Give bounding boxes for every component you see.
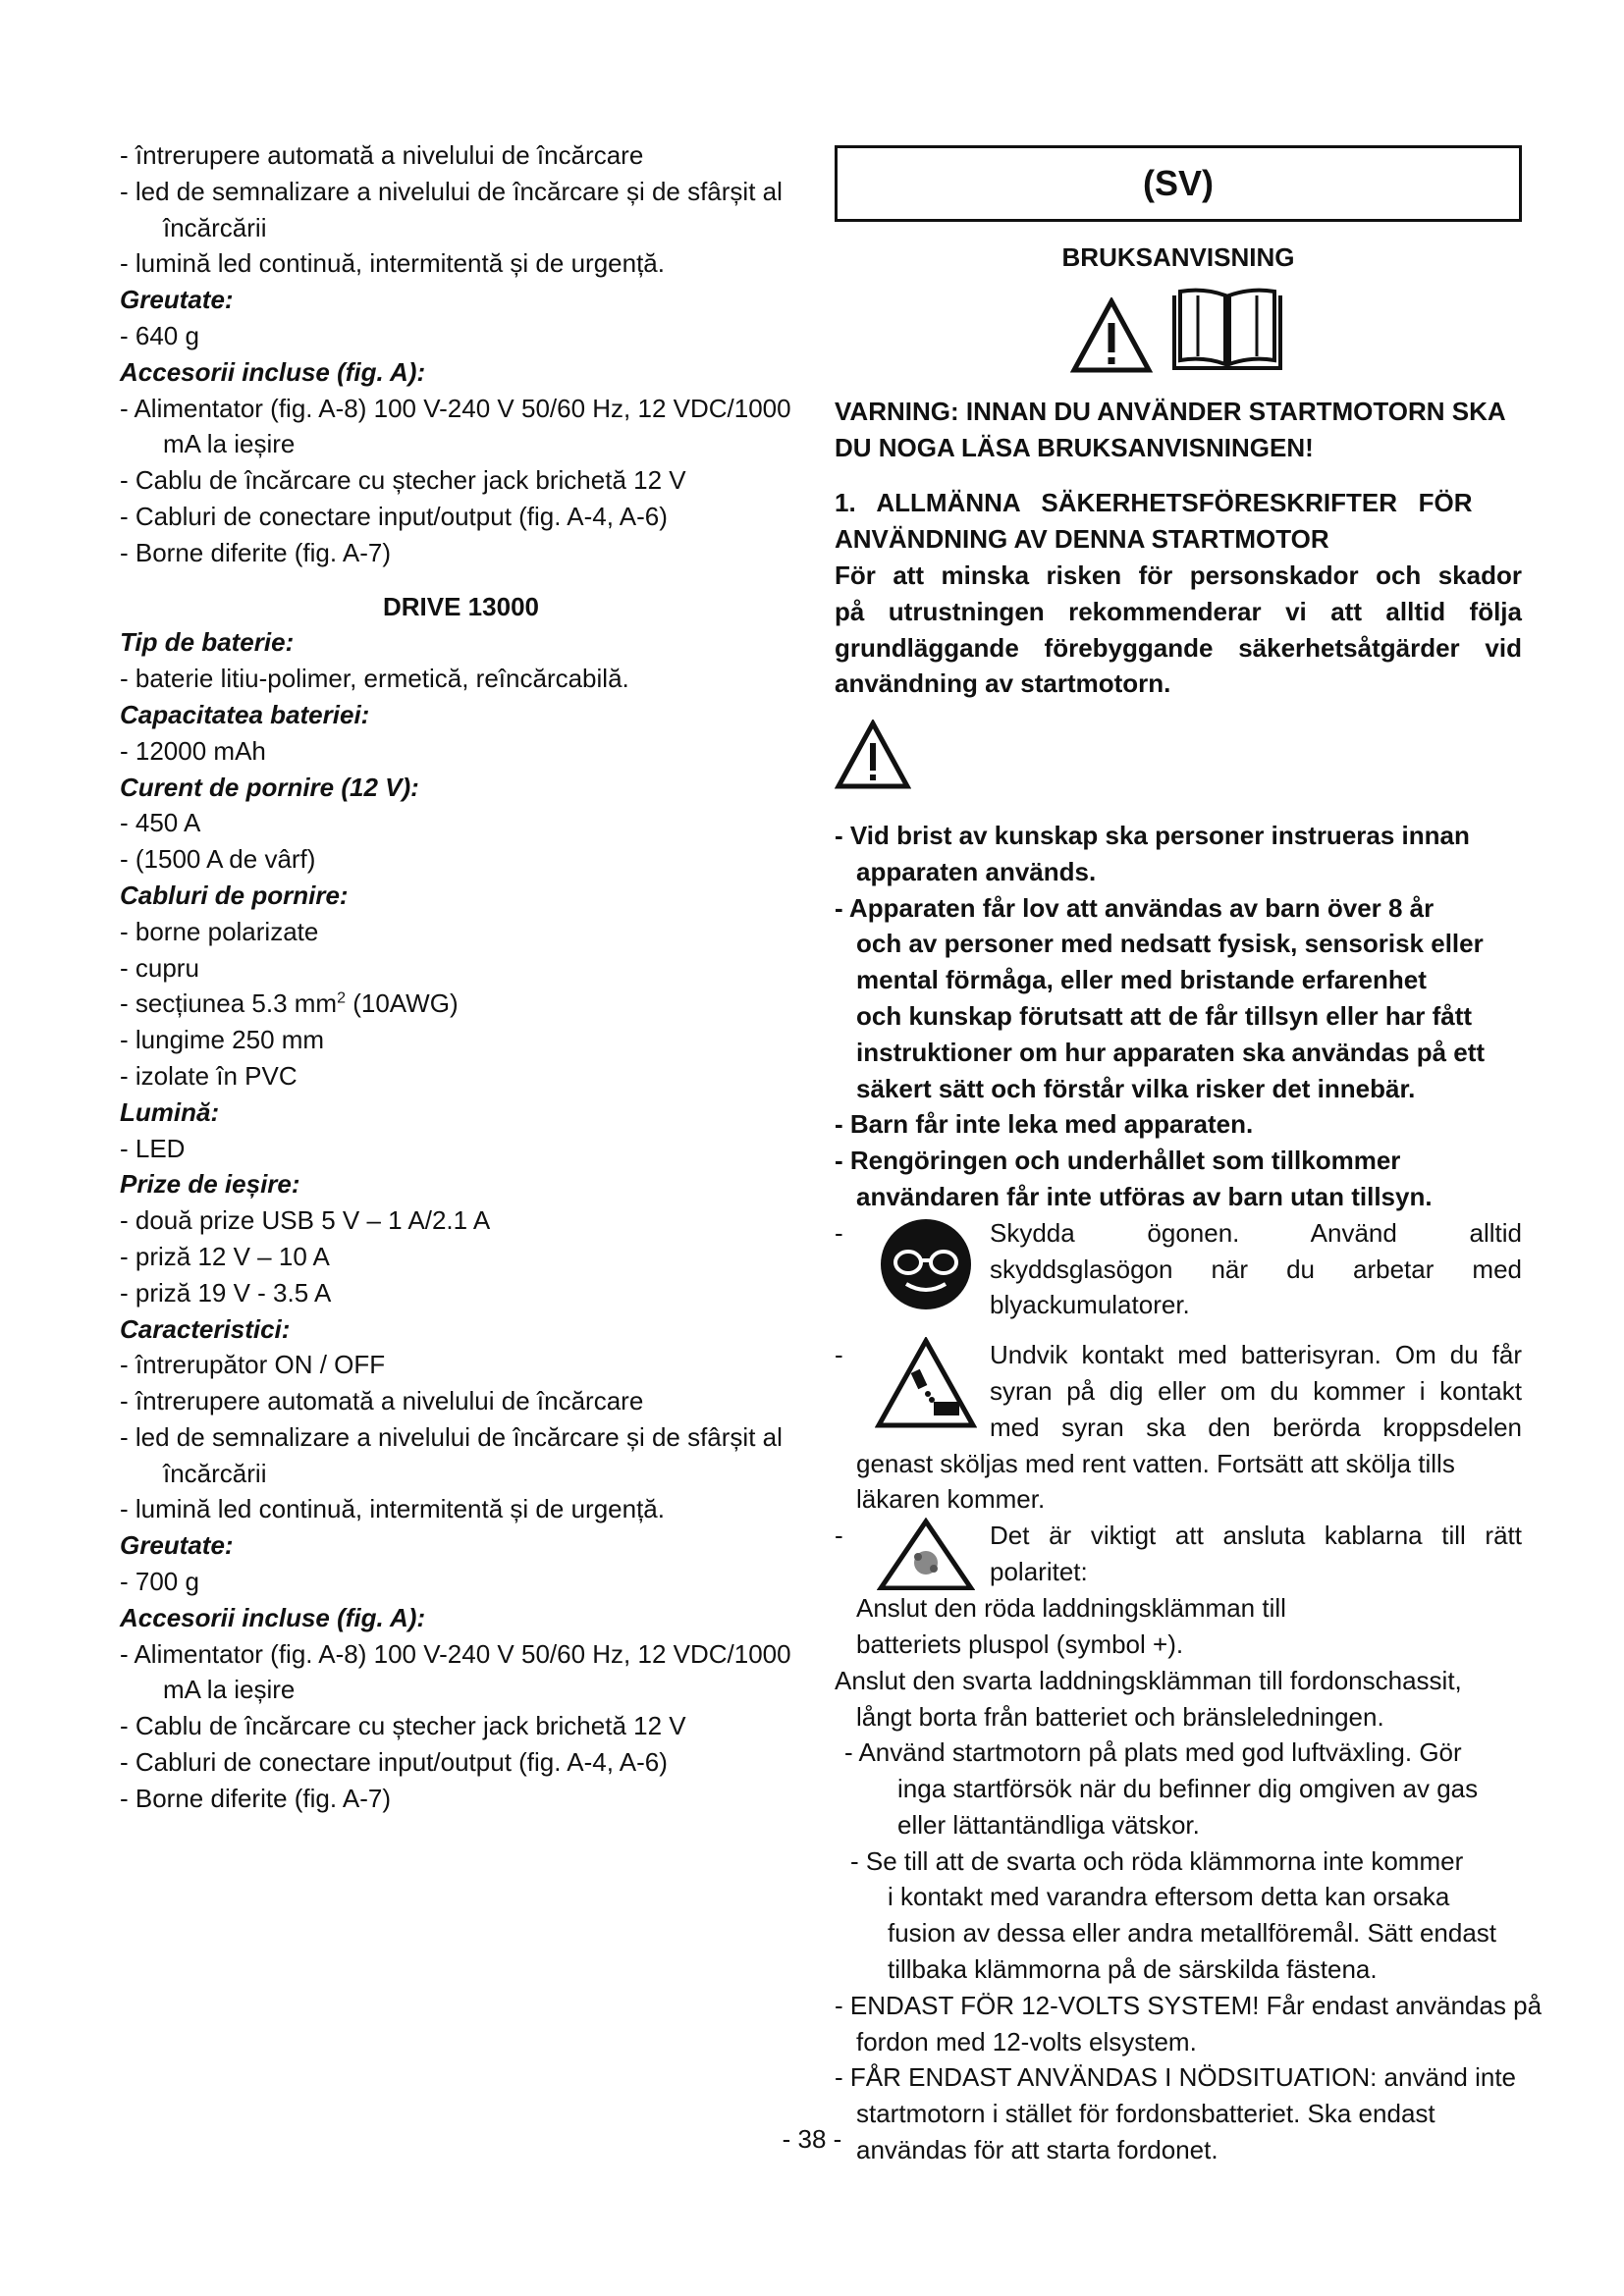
- text-line: - cupru: [120, 952, 199, 983]
- heading-features: Caracteristici:: [120, 1313, 291, 1344]
- safety-bullet: instruktioner om hur apparaten ska användas på ett: [856, 1037, 1486, 1067]
- spacer: [835, 1323, 1522, 1337]
- text-line: polaritet:: [990, 1556, 1088, 1586]
- text-line: skyddsglasögon när du arbetar med: [990, 1254, 1522, 1284]
- safety-goggles-icon: [877, 1215, 975, 1313]
- left-column: [120, 137, 802, 1817]
- text-line: läkaren kommer.: [856, 1484, 1046, 1515]
- safety-bullet: användaren får inte utföras av barn utan tillsyn.: [856, 1181, 1433, 1211]
- text-line: - întrerupător ON / OFF: [120, 1350, 386, 1380]
- warning-triangle-icon: [835, 720, 911, 790]
- picto-text: [990, 1337, 1522, 1445]
- text-line: - Se till att de svarta och röda klämmorna inte kommer: [850, 1845, 1464, 1876]
- heading-accessories: Accesorii incluse (fig. A):: [120, 356, 426, 387]
- manual-title: BRUKSANVISNING: [1061, 242, 1295, 272]
- text-line: - două prize USB 5 V – 1 A/2.1 A: [120, 1205, 491, 1236]
- text-line: - led de semnalizare a nivelului de încărcare și de sfârșit al: [120, 1421, 783, 1452]
- right-column: [835, 137, 1543, 2168]
- bullet-dash: -: [835, 1217, 843, 1248]
- safety-bullet: - Rengöringen och underhållet som tillkommer: [835, 1146, 1401, 1176]
- heading-light: Lumină:: [120, 1096, 220, 1127]
- text-line: - Använd startmotorn på plats med god luftväxling. Gör: [844, 1737, 1462, 1768]
- safety-bullet: - Barn får inte leka med apparaten.: [835, 1109, 1254, 1140]
- heading-accessories: Accesorii incluse (fig. A):: [120, 1602, 426, 1632]
- text-line: - FÅR ENDAST ANVÄNDAS I NÖDSITUATION: använd inte: [835, 2062, 1517, 2093]
- text-line: fordon med 12-volts elsystem.: [856, 2026, 1197, 2056]
- text-line: - Cabluri de conectare input/output (fig. A-4, A-6): [120, 1747, 668, 1778]
- picto-text: [990, 1518, 1522, 1590]
- text-line: - ENDAST FÖR 12-VOLTS SYSTEM! Får endast användas på: [835, 1990, 1543, 2020]
- acid-warning-item: [835, 1337, 1522, 1445]
- general-warning: [835, 720, 1522, 800]
- intro-line: användning av startmotorn.: [835, 668, 1171, 699]
- text-line: fusion av dessa eller andra metallföremål. Sätt endast: [888, 1918, 1497, 1949]
- language-box: (SV): [835, 145, 1522, 222]
- text-line: - întrerupere automată a nivelului de încărcare: [120, 140, 644, 170]
- heading-outputs: Prize de ieșire:: [120, 1169, 300, 1200]
- text-line: tillbaka klämmorna på de särskilda fästena.: [888, 1954, 1378, 1985]
- heading-current: Curent de pornire (12 V):: [120, 772, 419, 802]
- text-line: inga startförsök när du befinner dig omgiven av gas: [897, 1774, 1479, 1804]
- safety-bullet: säkert sätt och förstår vilka risker det innebär.: [856, 1073, 1416, 1103]
- text-line: - priză 19 V - 3.5 A: [120, 1277, 332, 1308]
- text-line: - Alimentator (fig. A-8) 100 V-240 V 50/60 Hz, 12 VDC/1000: [120, 1638, 791, 1669]
- text-line: - priză 12 V – 10 A: [120, 1241, 330, 1271]
- text-line: - 12000 mAh: [120, 735, 266, 766]
- text-line: med syran ska den berörda kroppsdelen: [990, 1412, 1522, 1442]
- text-line: încărcării: [163, 212, 267, 242]
- superscript: 2: [337, 989, 346, 1007]
- picto-cell: [862, 1518, 990, 1590]
- page-number: - 38 -: [782, 2124, 842, 2154]
- bullet-dash: -: [835, 1340, 843, 1370]
- text-line: användas för att starta fordonet.: [856, 2135, 1218, 2165]
- polarity-item: [835, 1518, 1522, 1590]
- picto-cell: [862, 1337, 990, 1429]
- text-line: startmotorn i stället för fordonsbatteriet. Ska endast: [856, 2099, 1435, 2129]
- text-line: - LED: [120, 1133, 186, 1163]
- safety-bullet: apparaten används.: [856, 856, 1097, 886]
- text-line: - Cabluri de conectare input/output (fig. A-4, A-6): [120, 501, 668, 531]
- text-line: mA la ieșire: [163, 1675, 296, 1705]
- text-line: Anslut den röda laddningsklämman till: [856, 1593, 1286, 1624]
- cable-awg: (10AWG): [346, 988, 459, 1019]
- text-line: - borne polarizate: [120, 916, 319, 946]
- text-line: [120, 986, 802, 1022]
- text-line: Det är viktigt att ansluta kablarna till rätt: [990, 1521, 1522, 1551]
- safety-bullet: - Vid brist av kunskap ska personer instrueras innan: [835, 820, 1470, 850]
- text-line: eller lättantändliga vätskor.: [897, 1809, 1200, 1840]
- eye-protection-item: [835, 1215, 1522, 1323]
- text-line: - lungime 250 mm: [120, 1025, 325, 1055]
- safety-bullet: - Apparaten får lov att användas av barn över 8 år: [835, 892, 1435, 923]
- text-line: genast sköljas med rent vatten. Fortsätt att skölja tills: [856, 1448, 1455, 1478]
- text-line: långt borta från batteriet och bränsleledningen.: [856, 1701, 1384, 1732]
- heading-battery-type: Tip de baterie:: [120, 627, 295, 658]
- text-line: încărcării: [163, 1458, 267, 1488]
- text-line: - baterie litiu-polimer, ermetică, reîncărcabilă.: [120, 664, 629, 694]
- safety-bullet: och kunskap förutsatt att de får tillsyn eller har fått: [856, 1000, 1473, 1031]
- explosion-warning-icon: [877, 1518, 975, 1590]
- text-line: - Borne diferite (fig. A-7): [120, 1783, 391, 1813]
- warning-text: VARNING: INNAN DU ANVÄNDER STARTMOTORN SKA: [835, 396, 1506, 426]
- heading-capacity: Capacitatea bateriei:: [120, 699, 370, 729]
- intro-line: För att minska risken för personskador och skador: [835, 560, 1522, 590]
- text-line: - 450 A: [120, 808, 201, 838]
- manual-icons: [835, 286, 1522, 374]
- corrosive-warning-icon: [875, 1337, 977, 1429]
- text-line: - led de semnalizare a nivelului de încărcare și de sfârșit al: [120, 176, 783, 206]
- text-line: Skydda ögonen. Använd alltid: [990, 1217, 1522, 1248]
- text-line: mA la ieșire: [163, 429, 296, 459]
- safety-bullet: mental förmåga, eller med bristande erfarenhet: [856, 965, 1427, 995]
- text-line: Anslut den svarta laddningsklämman till fordonschassit,: [835, 1665, 1462, 1695]
- bullet-dash: -: [835, 1521, 843, 1551]
- text-line: Undvik kontakt med batterisyran. Om du får: [990, 1340, 1522, 1370]
- text-line: - întrerupere automată a nivelului de încărcare: [120, 1386, 644, 1416]
- text-line: - 640 g: [120, 320, 199, 350]
- text-line: - (1500 A de vârf): [120, 844, 316, 875]
- heading-weight: Greutate:: [120, 1530, 234, 1561]
- open-book-icon: [1168, 286, 1286, 374]
- cable-section: - secțiunea 5.3 mm: [120, 988, 338, 1019]
- heading-cables: Cabluri de pornire:: [120, 880, 349, 910]
- model-heading: DRIVE 13000: [383, 591, 539, 621]
- text-line: - Alimentator (fig. A-8) 100 V-240 V 50/60 Hz, 12 VDC/1000: [120, 393, 791, 423]
- text-line: - Borne diferite (fig. A-7): [120, 537, 391, 567]
- text-line: i kontakt med varandra eftersom detta kan orsaka: [888, 1882, 1450, 1912]
- text-line: - Cablu de încărcare cu ștecher jack brichetă 12 V: [120, 465, 686, 496]
- warning-text: DU NOGA LÄSA BRUKSANVISNINGEN!: [835, 432, 1314, 462]
- section-heading: ANVÄNDNING AV DENNA STARTMOTOR: [835, 524, 1329, 555]
- text-line: blyackumulatorer.: [990, 1290, 1190, 1320]
- warning-triangle-icon: [1070, 297, 1153, 374]
- intro-line: på utrustningen rekommenderar vi att alltid följa: [835, 596, 1522, 626]
- intro-line: grundläggande förebyggande säkerhetsåtgärder vid: [835, 632, 1522, 663]
- heading-weight: Greutate:: [120, 285, 234, 315]
- text-line: - 700 g: [120, 1567, 199, 1597]
- text-line: syran på dig eller om du kommer i kontakt: [990, 1375, 1522, 1406]
- picto-text: [990, 1215, 1522, 1323]
- text-line: - izolate în PVC: [120, 1060, 298, 1091]
- text-line: - Cablu de încărcare cu ștecher jack brichetă 12 V: [120, 1711, 686, 1741]
- safety-bullet: och av personer med nedsatt fysisk, sensorisk eller: [856, 929, 1484, 959]
- text-line: batteriets pluspol (symbol +).: [856, 1629, 1184, 1659]
- spacer: [835, 465, 1522, 485]
- picto-cell: [862, 1215, 990, 1313]
- section-heading: 1. ALLMÄNNA SÄKERHETSFÖRESKRIFTER FÖR: [835, 488, 1473, 518]
- text-line: - lumină led continuă, intermitentă și de urgență.: [120, 1494, 665, 1524]
- text-line: - lumină led continuă, intermitentă și de urgență.: [120, 248, 665, 279]
